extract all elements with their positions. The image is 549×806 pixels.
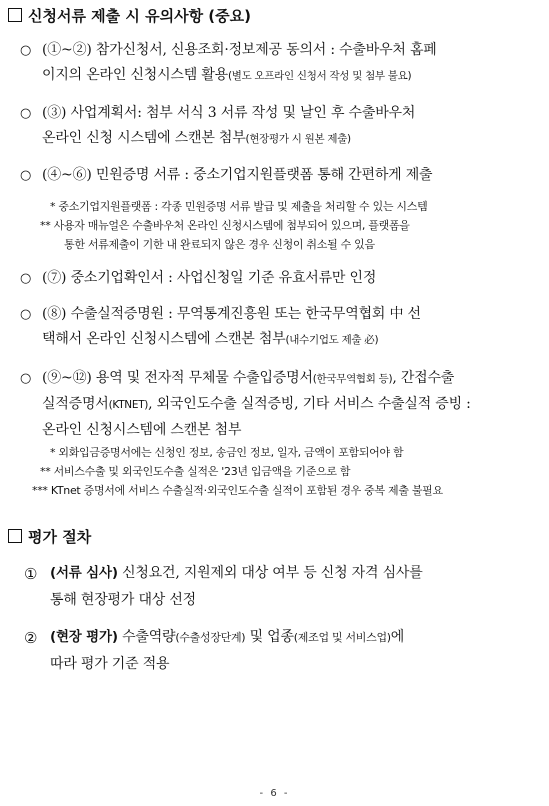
section-title-precautions: 신청서류 제출 시 유의사항 (중요): [8, 6, 251, 26]
list-item-application-form: [42, 38, 536, 89]
item-line: 실적증명서(KTNET), 외국인도수출 실적증빙, 기타 서비스 수출실적 증빙 :: [42, 396, 471, 412]
item-note-inline: (현장평가 시 원본 제출): [245, 133, 351, 145]
footnote: *** KTnet 증명서에 서비스 수출실적·외국인도수출 실적이 포함된 경우 중복 제출 불필요: [32, 484, 443, 497]
item-line: 온라인 신청시스템에 스캔본 첨부: [42, 422, 242, 438]
list-item-civil-documents: [42, 163, 536, 188]
step-onsite-evaluation: [50, 624, 538, 678]
step-line: 통해 현장평가 대상 선정: [50, 592, 196, 608]
checkbox-square-icon: [8, 529, 22, 543]
bullet-icon: ○: [20, 271, 32, 286]
bullet-icon: ○: [20, 371, 32, 386]
list-item-sme-certificate: [42, 266, 536, 291]
step-line: (현장 평가) 수출역량(수출성장단계) 및 업종(제조업 및 서비스업)에: [50, 629, 405, 645]
footnote: ** 사용자 매뉴얼은 수출바우처 온라인 신청시스템에 첨부되어 있으며, 플랫폼을: [40, 219, 410, 232]
step-line: (서류 심사) 신청요건, 지원제외 대상 여부 등 신청 자격 심사를: [50, 565, 423, 581]
bullet-icon: ○: [20, 43, 32, 58]
section-title-evaluation: 평가 절차: [8, 527, 91, 547]
item-line: (⑧) 수출실적증명원 : 무역통계진흥원 또는 한국무역협회 中 선: [42, 306, 421, 322]
footnote: * 중소기업지원플랫폼 : 각종 민원증명 서류 발급 및 제출을 처리할 수 있는 시스템: [50, 200, 428, 213]
item-note-inline: (한국무역협회 등): [312, 373, 393, 385]
step-label: (현장 평가): [50, 629, 118, 645]
item-line: (⑦) 중소기업확인서 : 사업신청일 기준 유효서류만 인정: [42, 270, 377, 286]
step-number: ①: [24, 565, 38, 583]
list-item-export-performance: [42, 302, 536, 353]
bullet-icon: ○: [20, 106, 32, 121]
checkbox-square-icon: [8, 8, 22, 22]
footnote: * 외화입금증명서에는 신청인 정보, 송금인 정보, 일자, 금액이 포함되어야 함: [50, 446, 404, 459]
item-line: 택해서 온라인 신청시스템에 스캔본 첨부(내수기업도 제출 必): [42, 331, 379, 347]
item-line: (⑨~⑫) 용역 및 전자적 무체물 수출입증명서(한국무역협회 등), 간접수출: [42, 370, 455, 386]
bullet-icon: ○: [20, 307, 32, 322]
step-document-review: [50, 560, 538, 614]
step-label: (서류 심사): [50, 565, 118, 581]
step-number: ②: [24, 629, 38, 647]
item-note-inline: (내수기업도 제출 必): [285, 334, 379, 346]
item-note-inline: (별도 오프라인 신청서 작성 및 첨부 불요): [227, 70, 412, 82]
footnote: 통한 서류제출이 기한 내 완료되지 않은 경우 신청이 취소될 수 있음: [64, 238, 375, 251]
item-note-inline: (KTNET): [108, 399, 149, 411]
bullet-icon: ○: [20, 168, 32, 183]
item-line: (③) 사업계획서: 첨부 서식 3 서류 작성 및 날인 후 수출바우처: [42, 105, 416, 121]
list-item-business-plan: [42, 101, 536, 152]
step-line: 따라 평가 기준 적용: [50, 656, 170, 672]
footnote: ** 서비스수출 및 외국인도수출 실적은 '23년 입금액을 기준으로 함: [40, 465, 351, 478]
item-line: 온라인 신청 시스템에 스캔본 첨부(현장평가 시 원본 제출): [42, 130, 351, 146]
list-item-service-export: [42, 366, 536, 443]
item-line: (④~⑥) 민원증명 서류 : 중소기업지원플랫폼 통해 간편하게 제출: [42, 167, 433, 183]
item-line: 이지의 온라인 신청시스템 활용(별도 오프라인 신청서 작성 및 첨부 불요): [42, 67, 412, 83]
item-line: (①~②) 참가신청서, 신용조회·정보제공 동의서 : 수출바우처 홈페: [42, 42, 437, 58]
page-number: - 6 -: [259, 788, 290, 799]
